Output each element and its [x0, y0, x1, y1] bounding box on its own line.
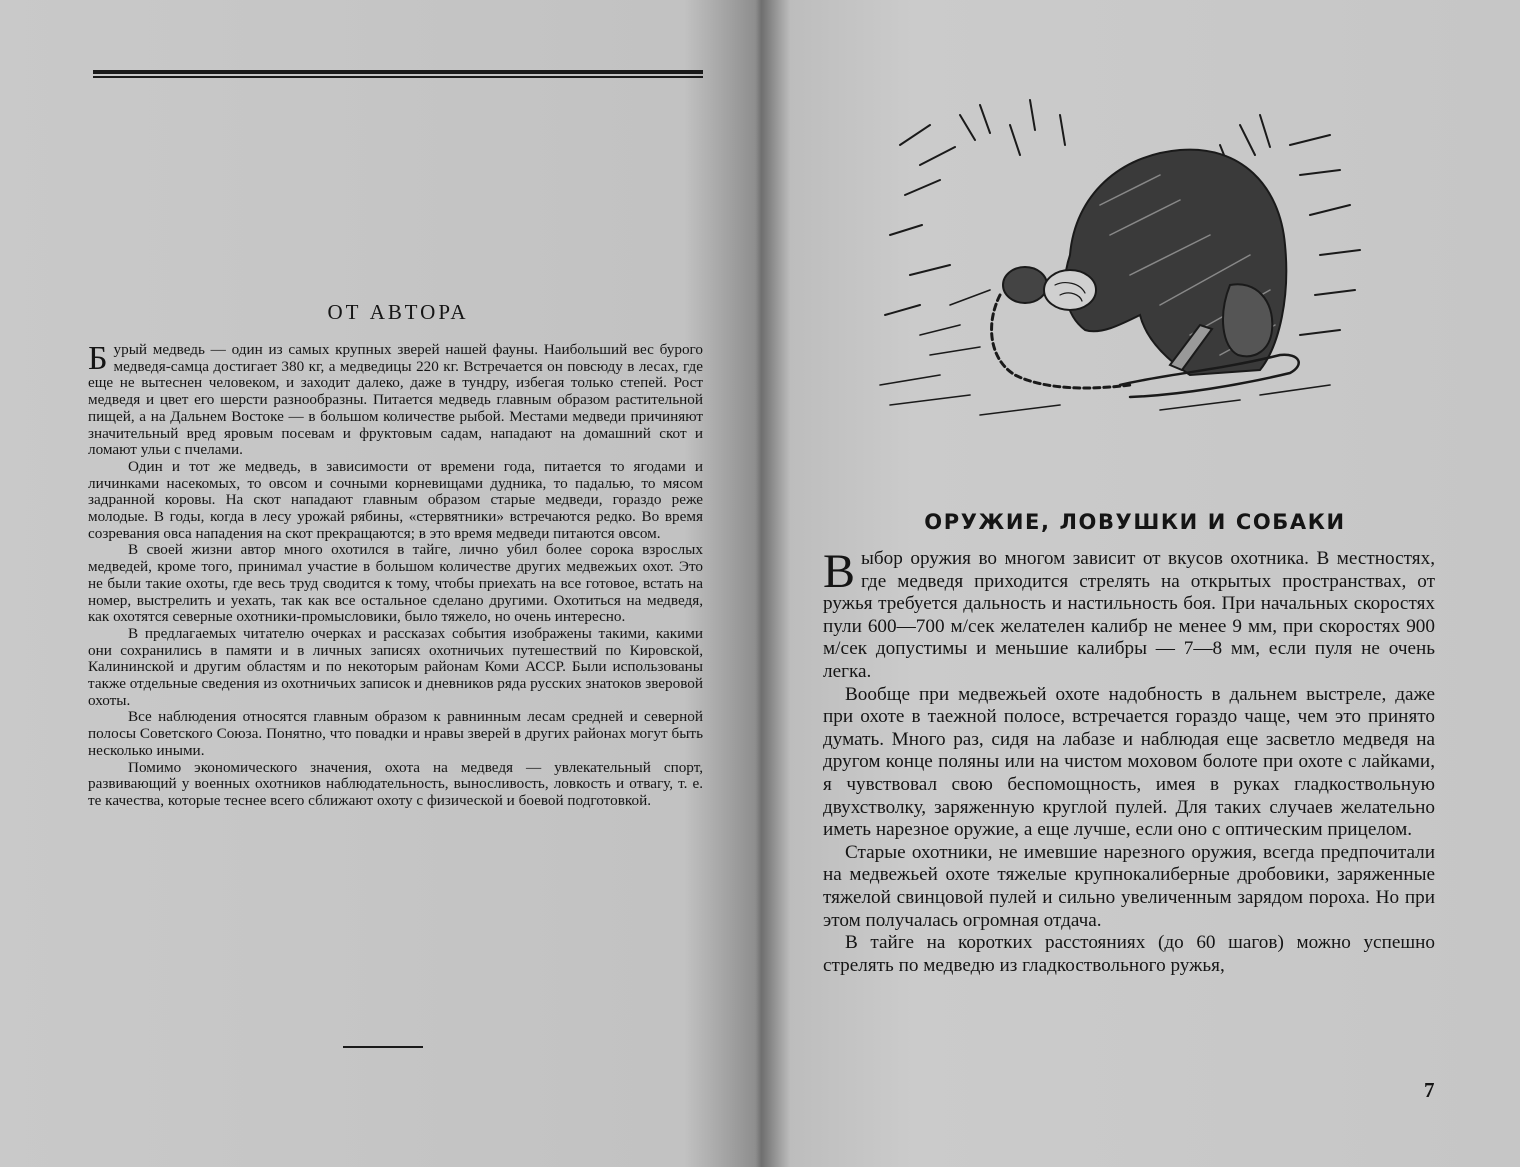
paragraph: Старые охотники, не имевшие нарезного оружия, всегда предпочитали на медвежьей охоте тяжелые крупнокалиберные дробовики, заряженные тяжелой свинцовой пулей и сильно увеличенным зарядом пороха. Но при этом получалась огромная отдача.: [823, 841, 1435, 931]
bear-in-trap-illustration: [860, 85, 1380, 430]
end-rule: [343, 1046, 423, 1048]
page-number: 7: [1424, 1078, 1435, 1102]
drop-cap: Б: [88, 340, 108, 377]
left-page-text: [88, 342, 703, 810]
paragraph: Выбор оружия во многом зависит от вкусов охотника. В местностях, где медведя приходится стрелять на открытых пространствах, от ружья требуется дальность и настильность боя. При начальных скоростях пули 600—700 м/сек желателен калибр не менее 9 мм, при скоростях 900 м/сек допустимы и меньшие калибры — 7—8 мм, если пуля не очень легка.: [823, 545, 1435, 682]
paragraph: Вообще при медвежьей охоте надобность в дальнем выстреле, даже при охоте в таежной полосе, встречается гораздо чаще, чем это принято думать. Много раз, сидя на лабазе и наблюдая еще засветло медведя на другом конце поляны или на чистом моховом болоте при охоте с лайками, я чувствовал свою беспомощность, имея в руках гладкоствольную двухстволку, заряженную круглой пулей. Для таких случаев желательно иметь нарезное оружие, а еще лучше, если оно с оптическим прицелом.: [823, 683, 1435, 841]
right-page: [760, 0, 1520, 1167]
top-rule: [93, 70, 703, 78]
right-page-text: [823, 545, 1435, 977]
drop-cap: В: [823, 545, 856, 598]
paragraph: Помимо экономического значения, охота на медведя — увлекательный спорт, развивающий у военных охотников наблюдательность, выносливость, ловкость и отвагу, т. е. те качества, которые теснее всего сближают охоту с физической и боевой подготовкой.: [88, 758, 703, 809]
paragraph: Бурый медведь — один из самых крупных зверей нашей фауны. Наибольший вес бурого медведя-самца достигает 380 кг, а медведицы 220 кг. Встречается он повсюду в лесах, где еще не вытеснен человеком, и заходит далеко, даже в тундру, избегая только степей. Рост медведя и цвет его шерсти разнообразны. Питается медведь главным образом растительной пищей, а на Дальнем Востоке — в большом количестве рыбой. Местами медведи причиняют значительный вред яровым посевам и фруктовым садам, нападают на домашний скот и ломают ульи с пчелами.: [88, 340, 703, 459]
paragraph: Все наблюдения относятся главным образом к равнинным лесам средней и северной полосы Советского Союза. Понятно, что повадки и нравы зверей в других районах могут быть несколько иными.: [88, 708, 703, 759]
paragraph: В тайге на коротких расстояниях (до 60 шагов) можно успешно стрелять по медведю из гладкоствольного ружья,: [823, 932, 1435, 976]
paragraph: Один и тот же медведь, в зависимости от времени года, питается то ягодами и личинками насекомых, то овсом и сочными корневищами дудника, то падалью, то мясом задранной коровы. На скот нападают главным образом старые медведи, гораздо реже молодые. В годы, когда в лесу урожай рябины, «стервятники» встречаются редко. Во время созревания овса нападения на скот прекращаются; в это время медведи питаются овсом.: [88, 457, 703, 542]
chapter-heading-weapons: ОРУЖИЕ, ЛОВУШКИ И СОБАКИ: [924, 510, 1346, 534]
paragraph: В своей жизни автор много охотился в тайге, лично убил более сорока взрослых медведей, кроме того, принимал участие в большом количестве других медвежьих охот. Это не были такие охоты, где весь труд сводится к тому, чтобы приехать на все готовое, встать на номер, выстрелить и уехать, так как все остальное сделано другими. Охотиться на медведя, как охотятся северные охотники-промысловики, было тяжело, но очень интересно.: [88, 541, 703, 626]
paragraph: В предлагаемых читателю очерках и рассказах события изображены такими, какими они сохранились в памяти и в личных записях охотничьих путешествий по Кировской, Калининской и другим областям и по некоторым районам Коми АССР. Были использованы также отдельные сведения из охотничьих записок и дневников ряда русских знатоков зверовой охоты.: [88, 624, 703, 709]
chapter-heading-from-author: ОТ АВТОРА: [327, 300, 469, 324]
